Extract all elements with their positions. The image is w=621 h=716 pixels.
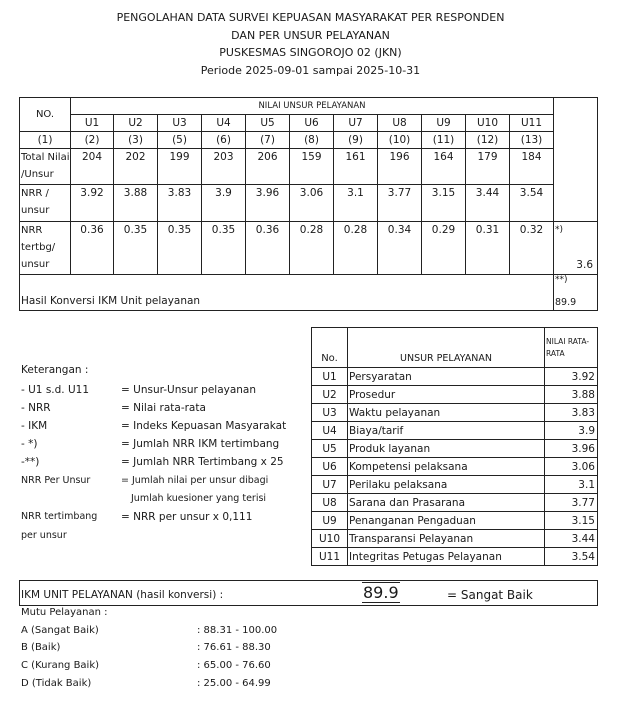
hasil-konversi-value: 89.9 (555, 297, 577, 308)
cell-value: 3.1 (334, 185, 378, 222)
col-header: U6 (290, 115, 334, 132)
table-row-hasil-konversi (20, 275, 598, 311)
nrr-tertimbang-sum-cell (554, 222, 598, 275)
table-header-row (312, 328, 598, 368)
table-row-total-nilai (20, 149, 598, 185)
table-row: U6 Kompetensi pelaksana 3.06 (312, 458, 598, 476)
no-header: No. (312, 328, 348, 368)
no-header: NO. (20, 98, 71, 132)
cell-value: 199 (158, 149, 202, 185)
cell-value: 3.88 (114, 185, 158, 222)
ikm-category: = Sangat Baik (447, 588, 533, 602)
col-header: U3 (158, 115, 202, 132)
cell-value: 0.32 (510, 222, 554, 275)
cell-value: 184 (510, 149, 554, 185)
col-number: (1) (20, 132, 71, 149)
mutu-title: Mutu Pelayanan : (21, 607, 108, 618)
col-header: U5 (246, 115, 290, 132)
cell-value: 202 (114, 149, 158, 185)
col-number: (13) (510, 132, 554, 149)
table-row-nrr-tertimbang (20, 222, 598, 275)
cell-value: 196 (378, 149, 422, 185)
cell-value: 0.34 (378, 222, 422, 275)
col-header: U10 (466, 115, 510, 132)
col-header: U7 (334, 115, 378, 132)
col-number: (5) (158, 132, 202, 149)
cell-value: 179 (466, 149, 510, 185)
cell-value: 159 (290, 149, 334, 185)
col-number: (9) (334, 132, 378, 149)
cell-value: 0.29 (422, 222, 466, 275)
col-number: (10) (378, 132, 422, 149)
nilai-unsur-header: NILAI UNSUR PELAYANAN (71, 98, 554, 115)
cell-value: 0.31 (466, 222, 510, 275)
cell-value: 0.35 (158, 222, 202, 275)
ikm-value: 89.9 (363, 583, 399, 602)
cell-value: 3.83 (158, 185, 202, 222)
title-line-4: Periode 2025-09-01 sampai 2025-10-31 (200, 63, 421, 77)
hasil-konversi-cell (554, 275, 598, 311)
title-line-1: PENGOLAHAN DATA SURVEI KEPUASAN MASYARAKAT PER RESPONDEN (116, 11, 505, 24)
col-header: U1 (71, 115, 114, 132)
legend-title: Keterangan : (21, 364, 89, 376)
cell-value: 3.06 (290, 185, 334, 222)
table-row: U10 Transparansi Pelayanan 3.44 (312, 530, 598, 548)
title-line-3: PUSKESMAS SINGOROJO 02 (JKN) (219, 46, 402, 59)
unsur-pelayanan-table (311, 327, 598, 566)
table-row: U8 Sarana dan Prasarana 3.77 (312, 494, 598, 512)
side-column-header (554, 98, 598, 149)
ikm-result-box (19, 580, 598, 606)
nrr-tertimbang-sum: 3.6 (576, 259, 593, 271)
table-row: U1 Persyaratan 3.92 (312, 368, 598, 386)
col-header: U8 (378, 115, 422, 132)
col-number: (12) (466, 132, 510, 149)
row-label: NRR / unsur (20, 185, 71, 222)
table-row: U7 Perilaku pelaksana 3.1 (312, 476, 598, 494)
table-row: U9 Penanganan Pengaduan 3.15 (312, 512, 598, 530)
col-header: U9 (422, 115, 466, 132)
unsur-header: UNSUR PELAYANAN (348, 328, 545, 368)
row-label: NRR tertbg/ unsur (20, 222, 71, 275)
cell-value: 164 (422, 149, 466, 185)
cell-value: 3.54 (510, 185, 554, 222)
side-cell-empty (554, 149, 598, 222)
cell-value: 0.28 (290, 222, 334, 275)
table-row: U2 Prosedur 3.88 (312, 386, 598, 404)
cell-value: 3.9 (202, 185, 246, 222)
title-line-2: DAN PER UNSUR PELAYANAN (231, 28, 390, 42)
cell-value: 3.15 (422, 185, 466, 222)
sum-marker: *) (555, 225, 564, 235)
nilai-header: NILAI RATA- RATA (545, 328, 598, 368)
table-row: U11 Integritas Petugas Pelayanan 3.54 (312, 548, 598, 566)
hasil-konversi-label: Hasil Konversi IKM Unit pelayanan (20, 275, 554, 311)
col-header: U4 (202, 115, 246, 132)
col-number: (6) (202, 132, 246, 149)
col-header: U2 (114, 115, 158, 132)
cell-value: 3.44 (466, 185, 510, 222)
col-header: U11 (510, 115, 554, 132)
col-number: (7) (246, 132, 290, 149)
table-row: U5 Produk layanan 3.96 (312, 440, 598, 458)
cell-value: 161 (334, 149, 378, 185)
ikm-label: IKM UNIT PELAYANAN (hasil konversi) : (21, 589, 224, 601)
cell-value: 206 (246, 149, 290, 185)
col-number: (8) (290, 132, 334, 149)
col-number: (2) (71, 132, 114, 149)
col-number: (3) (114, 132, 158, 149)
cell-value: 0.36 (246, 222, 290, 275)
table-row-nrr (20, 185, 598, 222)
col-number: (11) (422, 132, 466, 149)
cell-value: 3.77 (378, 185, 422, 222)
cell-value: 204 (71, 149, 114, 185)
table-row: U3 Waktu pelayanan 3.83 (312, 404, 598, 422)
row-label: Total Nilai /Unsur (20, 149, 71, 185)
table-row: U4 Biaya/tarif 3.9 (312, 422, 598, 440)
cell-value: 3.92 (71, 185, 114, 222)
cell-value: 0.36 (71, 222, 114, 275)
report-title (0, 9, 621, 79)
cell-value: 3.96 (246, 185, 290, 222)
cell-value: 0.35 (202, 222, 246, 275)
cell-value: 0.35 (114, 222, 158, 275)
nilai-unsur-table (19, 97, 598, 311)
cell-value: 0.28 (334, 222, 378, 275)
hasil-marker: **) (555, 275, 568, 285)
cell-value: 203 (202, 149, 246, 185)
